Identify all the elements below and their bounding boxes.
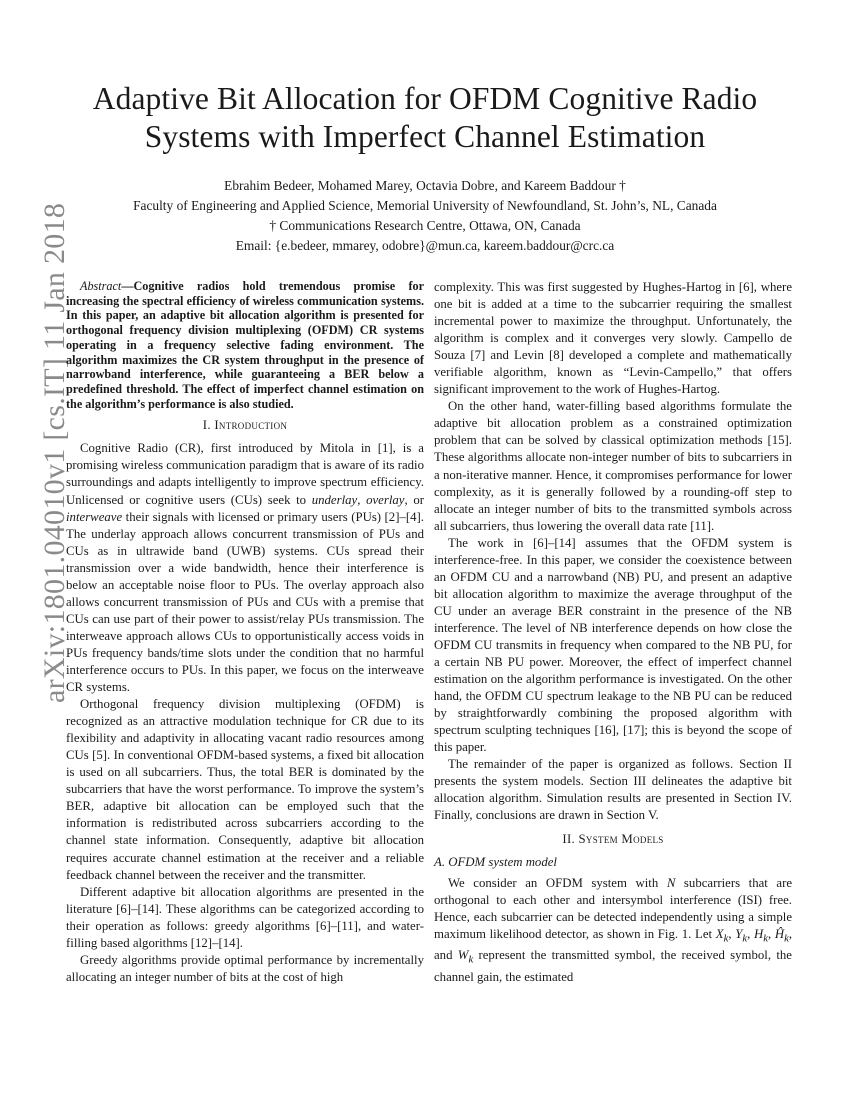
math-H: H xyxy=(753,926,764,941)
intro-paragraph-2: Orthogonal frequency division multiplexing (OFDM) is recognized as an attractive modulation technique for CR due to its flexibility and adaptivity in allocating vacant radio resources among CUs [5]. In conventional OFDM-based systems, a fixed bit allocation is used on all subcarriers. Thus, the total BER is dominated by the subcarriers that have the worst performance. To improve the system’s BER, adaptive bit allocation can be employed such that the information is redistributed across subcarriers according to the channel state information. Consequently, adaptive bit allocation requires accurate channel estimation at the receiver and a reliable feedback channel between the receiver and the transmitter. xyxy=(66,697,424,882)
paper-title xyxy=(40,80,810,156)
subsection-heading-ofdm: A. OFDM system model xyxy=(434,854,557,869)
intro-paragraph-1 xyxy=(66,440,424,696)
intro-paragraph-5: complexity. This was first suggested by Hughes-Hartog in [6], where one bit is added at a time to the subcarrier requiring the smallest incremental power to maximize the throughput. Unfortunately, the algorithm is complex and it converges very slowly. Campello de Souza [7] and Levin [8] developed a complete and mathematically verifiable algorithm, known as “Levin-Campello,” that offers significant improvement to the work of Hughes-Hartog. xyxy=(434,280,792,397)
term-interweave: interweave xyxy=(66,509,123,524)
math-subscript-k: k xyxy=(723,933,729,945)
intro-paragraph-7: The work in [6]–[14] assumes that the OFDM system is interference-free. In this paper, we consider the coexistence between an OFDM CU and a narrowband (NB) PU, and present an adaptive bit allocation algorithm to maximize the average throughput of the CU under an average BER constraint in the presence of the NB interference. The level of NB interference depends on how close the OFDM CU transmits in frequency when compared to the NB PU, for a certain NB PU power. Moreover, the effect of imperfect channel estimation on the algorithm performance is investigated. On the other hand, the OFDM CU spectrum leakage to the NB PU can be reduced by straightforwardly combining the proposed algorithm with spectrum sculpting techniques [16], [17]; this is beyond the scope of this paper. xyxy=(434,535,792,755)
math-Y: Y xyxy=(735,926,743,941)
math-N: N xyxy=(666,875,676,890)
text-run: We consider an OFDM system with xyxy=(448,875,667,890)
right-column xyxy=(434,279,792,986)
affiliation-primary: Faculty of Engineering and Applied Science, Memorial University of Newfoundland, St. John’s, NL, Canada xyxy=(133,198,717,213)
title-line-2: Systems with Imperfect Channel Estimation xyxy=(144,119,706,154)
text-run: , xyxy=(747,926,754,941)
arxiv-stamp: arXiv:1801.04010v1 [cs.IT] 11 Jan 2018 xyxy=(38,202,71,703)
math-subscript-k: k xyxy=(763,933,768,945)
math-H-hat: Ĥ xyxy=(774,926,785,941)
text-run: , xyxy=(728,926,736,941)
term-overlay: overlay xyxy=(366,492,405,507)
math-X: X xyxy=(715,926,724,941)
author-emails: Email: {e.bedeer, mmarey, odobre}@mun.ca, kareem.baddour@crc.ca xyxy=(235,238,615,253)
math-W: W xyxy=(457,948,469,963)
abstract-lead: Abstract xyxy=(80,279,122,293)
abstract-text: —Cognitive radios hold tremendous promise for increasing the spectral efficiency of wireless communication systems. In this paper, an adaptive bit allocation algorithm is presented for orthogonal frequency division multiplexing (OFDM) CR systems operating in a frequency selective fading environment. The algorithm maximizes the CR system throughput in the presence of narrowband interference, while guaranteeing a BER below a predefined threshold. The effect of imperfect channel estimation on the algorithm’s performance is also studied. xyxy=(66,279,424,411)
title-line-1: Adaptive Bit Allocation for OFDM Cognitive Radio xyxy=(92,81,758,116)
section-heading-system-models: II. System Models xyxy=(562,831,664,846)
left-column xyxy=(66,279,424,986)
text-run: , and xyxy=(434,926,793,963)
math-subscript-k: k xyxy=(468,954,474,966)
intro-paragraph-4: Greedy algorithms provide optimal performance by incrementally allocating an integer number of bits at the cost of high xyxy=(66,952,424,984)
text-run: , xyxy=(767,926,775,941)
intro-paragraph-8: The remainder of the paper is organized as follows. Section II presents the system models. Section III delineates the adaptive bit allocation algorithm. Simulation results are presented in Section IV. Finally, conclusions are drawn in Section V. xyxy=(434,757,792,823)
text-run: Cognitive Radio (CR), first introduced by Mitola in [1], is a promising wireless communication paradigm that is aware of its radio surroundings and adapts intelligently to improve spectrum efficiency. Unlicensed or cognitive users (CUs) seek to xyxy=(66,441,424,507)
text-run: represent the transmitted symbol, the received symbol, the channel gain, the estimated xyxy=(434,948,792,984)
text-run: subcarriers that are orthogonal to each other and intersymbol interference (ISI) free. Hence, each subcarrier can be detected independently using a simple maximum likelihood detector, as shown in Fig. 1. Let xyxy=(434,875,793,941)
text-run: , xyxy=(357,492,367,507)
math-subscript-k: k xyxy=(742,933,748,945)
text-run: , or xyxy=(404,492,424,507)
term-underlay: underlay xyxy=(311,492,358,507)
intro-paragraph-3: Different adaptive bit allocation algorithms are presented in the literature [6]–[14]. These algorithms can be categorized according to their operation as follows: greedy algorithms [6]–[11], and water-filling based algorithms [12]–[14]. xyxy=(66,884,424,950)
system-paragraph-1 xyxy=(434,875,792,986)
abstract xyxy=(66,279,424,411)
text-run: their signals with licensed or primary users (PUs) [2]–[4]. The underlay approach allows concurrent transmission of PUs and CUs as in ultrawide band (UWB) systems. CUs spread their transmission over a wide bandwidth, hence their interference is below an acceptable noise floor to PUs. The overlay approach also allows concurrent transmission of PUs and CUs with a premise that CUs can use part of their power to assist/relay PUs transmission. The interweave approach allows CUs to opportunistically access voids in PUs frequency bands/time slots under the condition that no harmful interference occurs to PUs. In this paper, we focus on the interweave CR systems. xyxy=(66,509,424,695)
section-heading-introduction: I. Introduction xyxy=(202,418,288,433)
intro-paragraph-6: On the other hand, water-filling based algorithms formulate the adaptive bit allocation problem as a constrained optimization problem that can be solved by classical optimization methods [15]. These algorithms allocate non-integer number of bits to subcarriers in a non-iterative manner. Hence, it compromises performance for lower complexity, as it is generally followed by a rounding-off step to allocate an integer number of bits to the transmitted symbols across all subcarriers, thus lowering the overall data rate [11]. xyxy=(434,399,792,533)
author-block xyxy=(40,176,810,256)
affiliation-secondary: † Communications Research Centre, Ottawa, ON, Canada xyxy=(269,218,581,233)
math-subscript-k: k xyxy=(784,933,789,945)
author-names: Ebrahim Bedeer, Mohamed Marey, Octavia Dobre, and Kareem Baddour † xyxy=(224,178,626,193)
